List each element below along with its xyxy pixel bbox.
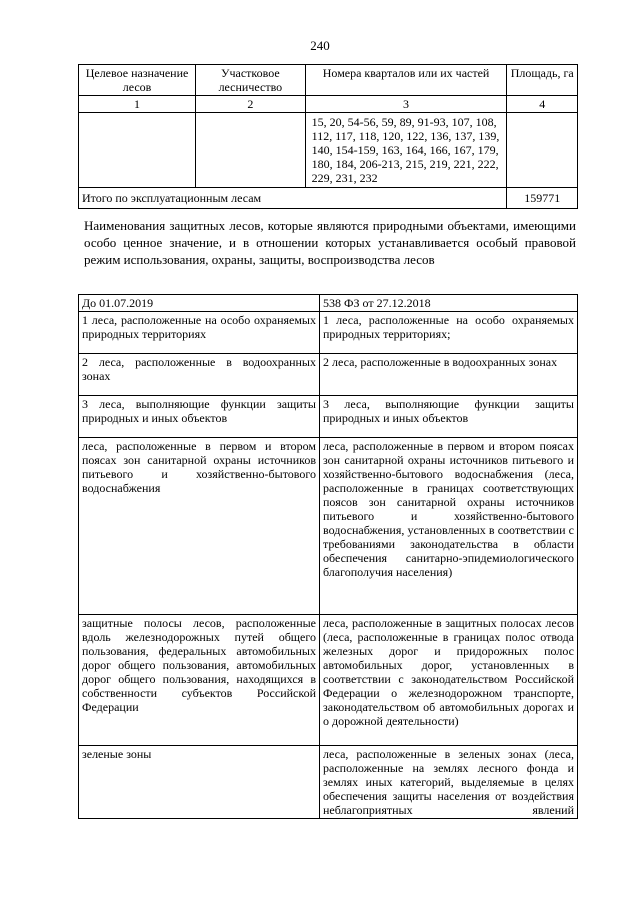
header-district: Участковое лесничество	[196, 65, 306, 96]
row-1-after: 1 леса, расположенные на особо охраняемых природных территориях;	[320, 312, 578, 354]
header-after: 538 ФЗ от 27.12.2018	[320, 295, 578, 312]
page-number: 240	[310, 38, 330, 53]
row-6-after: леса, расположенные в зеленых зонах (леса, расположенные на землях лесного фонда и землях иных категорий, выделяемые в целях обеспечения защиты населения от воздействия неблагоприятных явлений	[320, 746, 578, 819]
table-row	[79, 354, 578, 396]
row-3-before: 3 леса, выполняющие функции защиты природных и иных объектов	[79, 396, 320, 438]
cell-district	[196, 113, 306, 188]
table-header-row	[79, 65, 578, 96]
row-4-after: леса, расположенные в первом и втором поясах зон санитарной охраны источников питьевого и хозяйственно-бытового водоснабжения (леса, расположенные в границах соответствующих поясов зон санитарной охраны источников питьевого и хозяйственно-бытового водоснабжения, установленных в соответствии с требованиями законодательства в области обеспечения санитарно-эпидемиологического благополучия населения)	[320, 438, 578, 615]
table-row	[79, 746, 578, 819]
cell-quarters: 15, 20, 54-56, 59, 89, 91-93, 107, 108, 112, 117, 118, 120, 122, 136, 137, 139, 140, 154-159, 163, 164, 166, 167, 179, 180, 184, 206-213, 215, 219, 221, 222, 229, 231, 232	[305, 113, 507, 188]
col-number-3: 3	[305, 96, 507, 113]
table-row	[79, 438, 578, 615]
row-5-before: защитные полосы лесов, расположенные вдоль железнодорожных путей общего пользования, федеральных автомобильных дорог общего пользования, автомобильных дорог общего пользования, находящихся в собственности субъектов Российской Федерации	[79, 615, 320, 746]
table-header-row	[79, 295, 578, 312]
row-5-after: леса, расположенные в защитных полосах лесов (леса, расположенные в границах полос отвода железных дорог и придорожных полос автомобильных дорог, установленных в соответствии с законодательством Российской Федерации о железнодорожном транспорте, законодательством об автомобильных дорогах и о дорожной деятельности)	[320, 615, 578, 746]
table-row	[79, 396, 578, 438]
intro-paragraph: Наименования защитных лесов, которые являются природными объектами, имеющими особо ценное значение, и в отношении которых устанавливается особый правовой режим использования, охраны, защиты, воспроизводства лесов	[84, 218, 576, 267]
cell-area	[507, 113, 578, 188]
total-row	[79, 188, 578, 209]
table-row	[79, 615, 578, 746]
header-before: До 01.07.2019	[79, 295, 320, 312]
header-area: Площадь, га	[507, 65, 578, 96]
row-3-after: 3 леса, выполняющие функции защиты природных и иных объектов	[320, 396, 578, 438]
header-quarters: Номера кварталов или их частей	[305, 65, 507, 96]
row-2-before: 2 леса, расположенные в водоохранных зонах	[79, 354, 320, 396]
total-label: Итого по эксплуатационным лесам	[79, 188, 507, 209]
row-2-after: 2 леса, расположенные в водоохранных зонах	[320, 354, 578, 396]
forest-quarters-table	[78, 64, 578, 209]
col-number-4: 4	[507, 96, 578, 113]
row-6-before: зеленые зоны	[79, 746, 320, 819]
row-4-before: леса, расположенные в первом и втором поясах зон санитарной охраны источников питьевого и хозяйственно-бытового водоснабжения	[79, 438, 320, 615]
col-number-2: 2	[196, 96, 306, 113]
protective-forests-comparison-table	[78, 294, 578, 819]
col-number-1: 1	[79, 96, 196, 113]
row-1-before: 1 леса, расположенные на особо охраняемых природных территориях	[79, 312, 320, 354]
table-row	[79, 312, 578, 354]
header-purpose: Целевое назначение лесов	[79, 65, 196, 96]
column-number-row	[79, 96, 578, 113]
total-value: 159771	[507, 188, 578, 209]
table-row	[79, 113, 578, 188]
cell-purpose	[79, 113, 196, 188]
